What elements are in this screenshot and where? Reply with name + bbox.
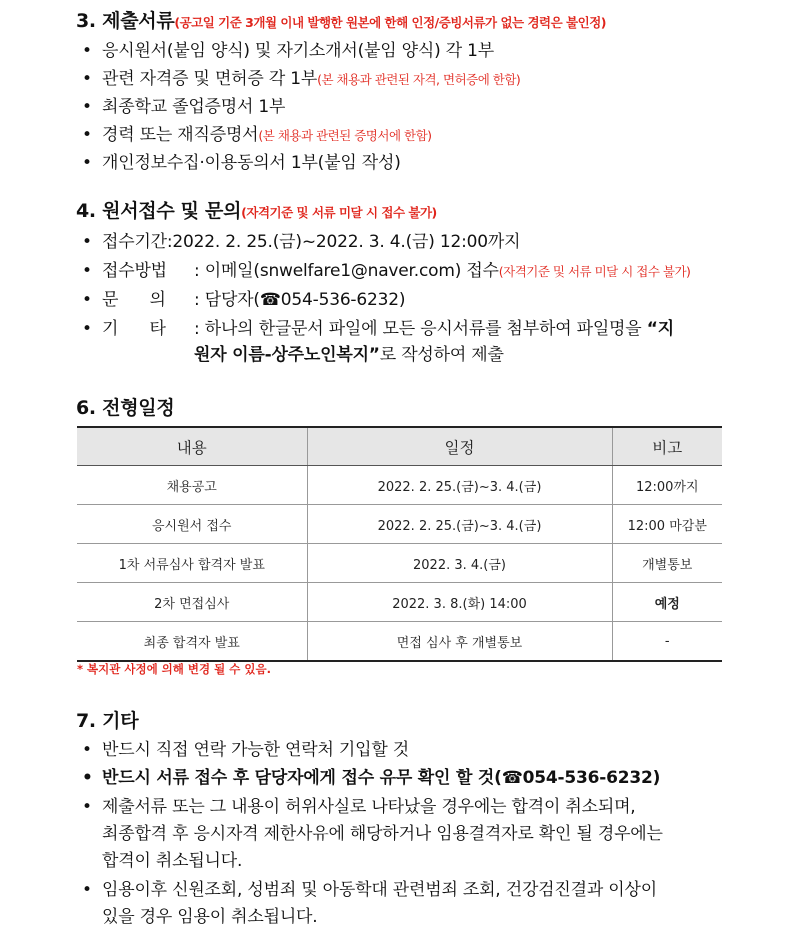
inquiry-label: 문 의 (102, 290, 166, 310)
table-cell: 12:00까지 (612, 466, 722, 505)
list-item: • 반드시 서류 접수 후 담당자에게 접수 유무 확인 할 것(☎054-536-6232) (82, 768, 661, 788)
table-cell: 2차 면접심사 (77, 583, 307, 622)
section-6-heading (76, 393, 174, 420)
other-item: • 기 타 : 하나의 한글문서 파일에 모든 응시서류를 첨부하여 파일명을 “지 (82, 314, 674, 339)
list-item: • 관련 자격증 및 면허증 각 1부(본 채용과 관련된 자격, 면허증에 한함) (82, 69, 521, 89)
list-item-text: 제출서류 또는 그 내용이 허위사실로 나타났을 경우에는 합격이 취소되며, (102, 797, 636, 817)
section-4-heading (76, 196, 437, 223)
section-3-title: 3. 제출서류 (76, 10, 175, 32)
apply-method-label: 접수방법 (102, 261, 167, 281)
section-3-heading (76, 6, 606, 33)
list-item-text: 개인정보수집·이용동의서 1부(붙임 작성) (102, 153, 401, 173)
apply-method-value: : 이메일(snwelfare1@naver.com) 접수 (194, 261, 499, 281)
column-header: 일정 (307, 427, 612, 466)
table-cell: 2022. 3. 8.(화) 14:00 (307, 583, 612, 622)
list-item-note: (본 채용과 관련된 자격, 면허증에 한함) (317, 72, 521, 87)
section-6-title: 6. 전형일정 (76, 397, 175, 419)
list-item-text: 최종학교 졸업증명서 1부 (102, 97, 286, 117)
filename-quote-start: “지 (646, 319, 674, 339)
section-4-note: (자격기준 및 서류 미달 시 접수 불가) (241, 205, 437, 220)
list-item: • 제출서류 또는 그 내용이 허위사실로 나타났을 경우에는 합격이 취소되며, (82, 797, 636, 817)
table-row (77, 622, 722, 662)
section-4-title: 4. 원서접수 및 문의 (76, 200, 242, 222)
list-item: • 경력 또는 재직증명서(본 채용과 관련된 증명서에 한함) (82, 125, 432, 145)
apply-period-item: • 접수기간:2022. 2. 25.(금)~2022. 3. 4.(금) 12:00까지 (82, 227, 520, 252)
list-item-text: 반드시 서류 접수 후 담당자에게 접수 유무 확인 할 것(☎054-536-6232) (102, 768, 661, 788)
list-item-text: 임용이후 신원조회, 성범죄 및 아동학대 관련범죄 조회, 건강검진결과 이상이 (102, 880, 657, 900)
table-row (77, 505, 722, 544)
list-item-text: 반드시 직접 연락 가능한 연락처 기입할 것 (102, 740, 409, 760)
table-cell: 최종 합격자 발표 (77, 622, 307, 662)
filename-quote-end: 원자 이름-상주노인복지” (194, 345, 380, 365)
table-cell: - (612, 622, 722, 662)
apply-method-item: • 접수방법 : 이메일(snwelfare1@naver.com) 접수(자격기준 및 서류 미달 시 접수 불가) (82, 256, 690, 281)
list-item-continued: 합격이 취소됩니다. (102, 851, 243, 871)
table-cell: 응시원서 접수 (77, 505, 307, 544)
table-cell: 개별통보 (612, 544, 722, 583)
inquiry-item: • 문 의 : 담당자(☎054-536-6232) (82, 285, 405, 310)
apply-period-value: :2022. 2. 25.(금)~2022. 3. 4.(금) 12:00까지 (166, 232, 521, 252)
section-3-note: (공고일 기준 3개월 이내 발행한 원본에 한해 인정/증빙서류가 없는 경력은 불인정) (174, 15, 606, 30)
table-row (77, 583, 722, 622)
table-cell: 면접 심사 후 개별통보 (307, 622, 612, 662)
list-item: • 응시원서(붙임 양식) 및 자기소개서(붙임 양식) 각 1부 (82, 41, 495, 61)
table-header-row (77, 427, 722, 466)
table-row (77, 466, 722, 505)
column-header: 비고 (612, 427, 722, 466)
list-item: • 임용이후 신원조회, 성범죄 및 아동학대 관련범죄 조회, 건강검진결과 이상이 (82, 880, 657, 900)
list-item-continued: 최종합격 후 응시자격 제한사유에 해당하거나 임용결격자로 확인 될 경우에는 (102, 824, 663, 844)
table-cell: 2022. 2. 25.(금)~3. 4.(금) (307, 505, 612, 544)
section-7-heading (76, 706, 138, 733)
list-item-continued: 있을 경우 임용이 취소됩니다. (102, 907, 318, 927)
table-cell: 2022. 2. 25.(금)~3. 4.(금) (307, 466, 612, 505)
other-value-end: 로 작성하여 제출 (379, 345, 504, 365)
schedule-footnote: * 복지관 사정에 의해 변경 될 수 있음. (77, 662, 271, 676)
table-cell: 12:00 마감분 (612, 505, 722, 544)
table-cell: 1차 서류심사 합격자 발표 (77, 544, 307, 583)
table-cell: 채용공고 (77, 466, 307, 505)
list-item: • 반드시 직접 연락 가능한 연락처 기입할 것 (82, 740, 409, 760)
list-item: • 개인정보수집·이용동의서 1부(붙임 작성) (82, 153, 401, 173)
list-item: • 최종학교 졸업증명서 1부 (82, 97, 286, 117)
apply-period-label: 접수기간 (102, 232, 167, 252)
table-row (77, 544, 722, 583)
inquiry-value: : 담당자(☎054-536-6232) (194, 290, 406, 310)
column-header: 내용 (77, 427, 307, 466)
table-cell: 예정 (612, 583, 722, 622)
schedule-table (77, 426, 722, 662)
section-7-title: 7. 기타 (76, 710, 139, 732)
list-item-text: 응시원서(붙임 양식) 및 자기소개서(붙임 양식) 각 1부 (102, 41, 495, 61)
list-item-text: 경력 또는 재직증명서 (102, 125, 259, 145)
list-item-note: (본 채용과 관련된 증명서에 한함) (258, 128, 432, 143)
list-item-text: 관련 자격증 및 면허증 각 1부 (102, 69, 318, 89)
other-item-continued (194, 340, 504, 365)
other-value: : 하나의 한글문서 파일에 모든 응시서류를 첨부하여 파일명을 (194, 319, 647, 339)
table-cell: 2022. 3. 4.(금) (307, 544, 612, 583)
apply-method-note: (자격기준 및 서류 미달 시 접수 불가) (498, 264, 691, 279)
other-label: 기 타 (102, 319, 166, 339)
